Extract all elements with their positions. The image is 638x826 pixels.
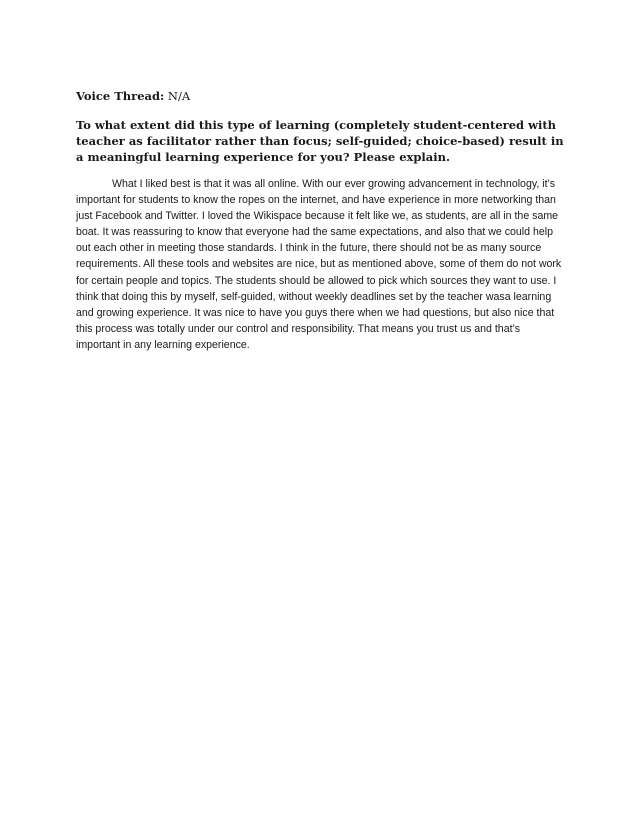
- question-heading: To what extent did this type of learning (completely student-centered with teacher as facilitator rather than focus; self-guided; choice-based) result in a meaningful learning experience for you? Please explain.: [76, 118, 564, 164]
- voice-thread-label: Voice Thread:: [76, 89, 165, 103]
- voice-thread-value: N/A: [167, 89, 191, 103]
- answer-paragraph: What I liked best is that it was all online. With our ever growing advancement in technology, it’s important for students to know the ropes on the internet, and have experience in more networking than just Facebook and Twitter. I loved the Wikispace because it felt like we, as students, are all in the same boat. It was reassuring to know that everyone had the same expectations, and also that we could help out each other in meeting those standards. I think in the future, there should not be as many source requirements. All these tools and websites are nice, but as mentioned above, some of them do not work for certain people and topics. The students should be allowed to pick which sources they want to use. I think that doing this by myself, self-guided, without weekly deadlines set by the teacher wasa learning and growing experience. It was nice to have you guys there when we had questions, but also nice that this process was totally under our control and responsibility. That means you trust us and that’s important in any learning experience.: [76, 178, 562, 351]
- voice-thread-line: [76, 88, 566, 104]
- document-content: [76, 88, 566, 353]
